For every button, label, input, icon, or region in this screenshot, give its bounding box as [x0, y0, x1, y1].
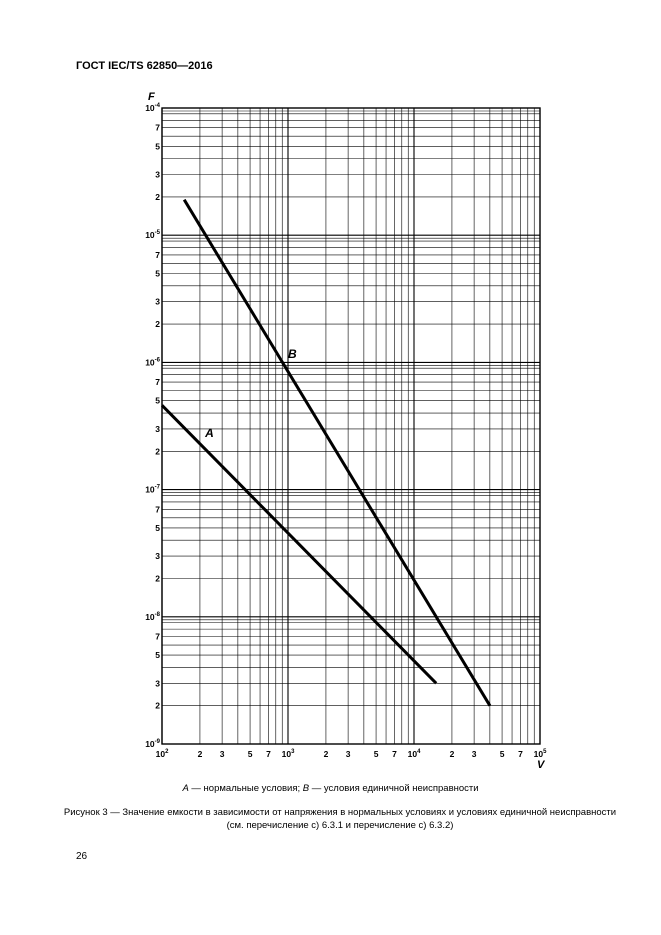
y-tick-label: 7: [155, 504, 160, 515]
y-tick-label: 7: [155, 122, 160, 133]
y-tick-label: $10^{-6}$: [145, 357, 160, 368]
document-header: ГОСТ IEC/TS 62850—2016: [76, 60, 213, 72]
y-tick-label: 3: [155, 551, 160, 562]
y-tick-label: 3: [155, 169, 160, 180]
curve-label-b: B: [288, 347, 297, 362]
y-tick-label: 2: [155, 446, 160, 457]
y-tick-label: $10^{-9}$: [145, 739, 160, 749]
series-line-b: [184, 200, 490, 706]
grid: [162, 108, 540, 744]
legend-a-letter: A: [182, 783, 189, 794]
legend-a-text: — нормальные условия;: [188, 783, 303, 794]
legend-b-letter: B: [302, 783, 310, 794]
y-tick-label: 3: [155, 296, 160, 307]
x-tick-label: 3: [219, 749, 225, 759]
y-tick-label: 2: [155, 319, 160, 330]
y-tick-label: $10^{-8}$: [145, 611, 160, 622]
y-tick-label: 3: [155, 678, 160, 689]
y-tick-label: 3: [155, 423, 160, 434]
x-tick-label: $10^4$: [407, 749, 421, 759]
plot-border: [162, 108, 540, 744]
curve-label-a: A: [205, 425, 214, 440]
x-tick-label: 2: [449, 749, 455, 759]
x-tick-label: 7: [392, 749, 397, 759]
legend-caption: [0, 783, 661, 794]
x-tick-label: $10^2$: [155, 749, 169, 759]
x-tick-label: 7: [518, 749, 523, 759]
y-tick-label: 7: [155, 631, 160, 642]
figure-caption: Рисунок 3 — Значение емкости в зависимости от напряжения в нормальных условиях и условиях единичной неисправности (см. перечисление с) 6.3.1 и перечисление с) 6.3.2): [63, 807, 617, 831]
y-tick-label: $10^{-7}$: [145, 484, 160, 495]
x-tick-label: $10^3$: [281, 749, 295, 759]
x-tick-label: 3: [471, 749, 477, 759]
x-tick-label: 5: [499, 749, 505, 759]
x-axis-label: V: [537, 759, 545, 771]
x-tick-label: $10^5$: [533, 749, 547, 759]
y-tick-label: 5: [155, 522, 160, 533]
page-number: 26: [76, 851, 88, 862]
y-tick-label: 5: [155, 395, 160, 406]
x-tick-label: 7: [266, 749, 271, 759]
x-tick-label: 3: [345, 749, 351, 759]
x-tick-label: 2: [197, 749, 203, 759]
legend-b-text: — условия единичной неисправности: [309, 783, 479, 794]
y-axis-label: F: [148, 91, 155, 103]
y-tick-label: 2: [155, 573, 160, 584]
y-tick-label: 5: [155, 650, 160, 661]
y-tick-label: $10^{-5}$: [145, 230, 160, 241]
x-tick-label: 5: [247, 749, 253, 759]
y-tick-label: 2: [155, 700, 160, 711]
y-tick-label: $10^{-4}$: [145, 103, 160, 113]
series-line-a: [162, 405, 436, 683]
x-tick-label: 5: [373, 749, 379, 759]
y-tick-label: 7: [155, 249, 160, 260]
y-tick-label: 5: [155, 141, 160, 152]
y-tick-label: 5: [155, 268, 160, 279]
x-tick-label: 2: [323, 749, 329, 759]
y-tick-label: 2: [155, 191, 160, 202]
plot-frame: [162, 108, 540, 744]
y-tick-label: 7: [155, 377, 160, 388]
